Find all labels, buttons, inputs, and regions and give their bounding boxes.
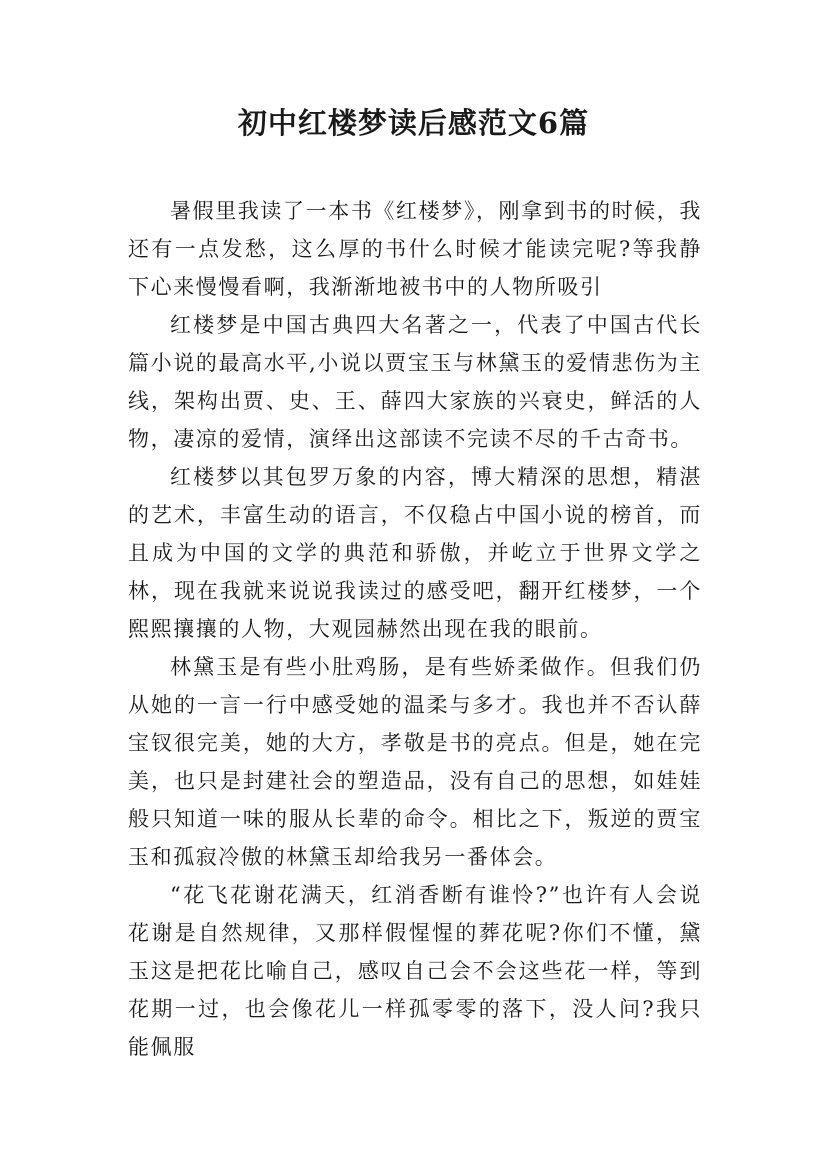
paragraph-2: 红楼梦是中国古典四大名著之一，代表了中国古代长篇小说的最高水平,小说以贾宝玉与林黛玉的爱情悲伤为主线，架构出贾、史、王、薛四大家族的兴衰史，鲜活的人物，凄凉的爱情，演绎出这部读不完读不尽的千古奇书。	[128, 313, 702, 451]
paragraph-4: 林黛玉是有些小肚鸡肠，是有些娇柔做作。但我们仍从她的一言一行中感受她的温柔与多才。我也并不否认薛宝钗很完美，她的大方，孝敬是书的亮点。但是，她在完美，也只是封建社会的塑造品，没有自己的思想，如娃娃般只知道一味的服从长辈的命令。相比之下，叛逆的贾宝玉和孤寂冷傲的林黛玉却给我另一番体会。	[128, 655, 702, 869]
paragraph-1: 暑假里我读了一本书《红楼梦》，刚拿到书的时候，我还有一点发愁，这么厚的书什么时候才能读完呢?等我静下心来慢慢看啊，我渐渐地被书中的人物所吸引	[128, 199, 702, 299]
paragraph-5: “花飞花谢花满天，红消香断有谁怜?”也许有人会说花谢是自然规律，又那样假惺惺的葬花呢?你们不懂，黛玉这是把花比喻自己，感叹自己会不会这些花一样，等到花期一过，也会像花儿一样孤零零的落下，没人问?我只能佩服	[128, 883, 702, 1059]
document-title: 初中红楼梦读后感范文6篇	[237, 106, 590, 140]
paragraph-3: 红楼梦以其包罗万象的内容，博大精深的思想，精湛的艺术，丰富生动的语言，不仅稳占中国小说的榜首，而且成为中国的文学的典范和骄傲，并屹立于世界文学之林，现在我就来说说我读过的感受吧，翻开红楼梦，一个熙熙攘攘的人物，大观园赫然出现在我的眼前。	[128, 465, 702, 641]
document-body	[128, 192, 702, 1066]
